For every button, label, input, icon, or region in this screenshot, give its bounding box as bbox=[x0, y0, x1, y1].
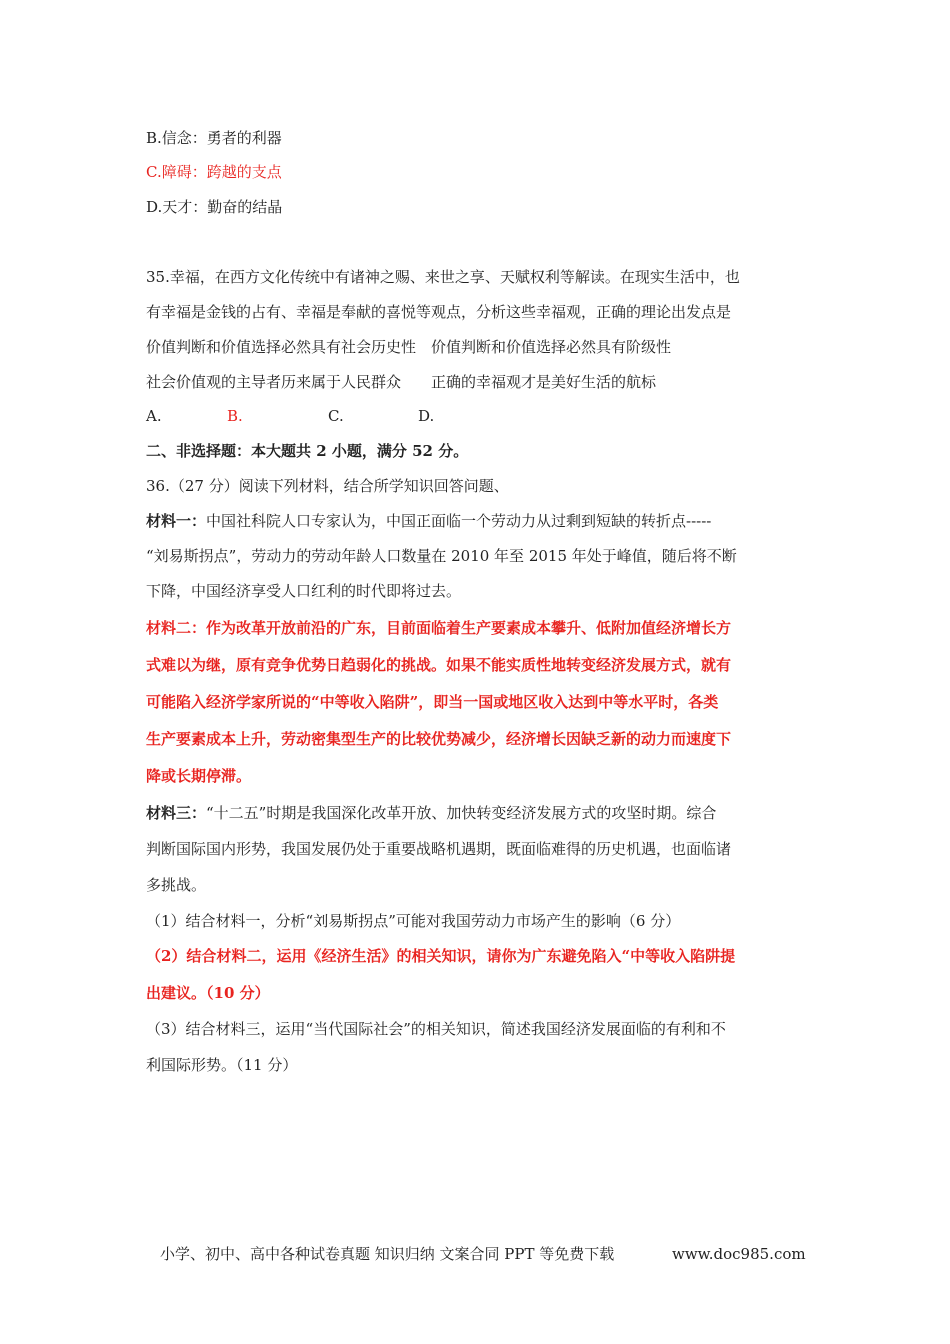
q36-material1-text: 中国社科院人口专家认为，中国正面临一个劳动力从过剩到短缺的转折点----- bbox=[206, 512, 712, 530]
q36-subquestion3-line1: （3）结合材料三，运用“当代国际社会”的相关知识，简述我国经济发展面临的有利和不 bbox=[146, 1020, 726, 1038]
q34-option-c: C.障碍：跨越的支点 bbox=[146, 163, 282, 181]
q35-option-d: D. bbox=[418, 407, 435, 425]
q36-material2-line1: 材料二：作为改革开放前沿的广东，目前面临着生产要素成本攀升、低附加值经济增长方 bbox=[146, 619, 732, 637]
q36-subquestion1: （1）结合材料一，分析“刘易斯拐点”可能对我国劳动力市场产生的影响（6 分） bbox=[146, 912, 681, 930]
q36-subquestion2-line1: （2）结合材料二，运用《经济生活》的相关知识，请你为广东避免陷入“中等收入陷阱提 bbox=[146, 947, 736, 965]
q36-subquestion3-line2: 利国际形势。（11 分） bbox=[146, 1056, 298, 1074]
q35-option-b: B. bbox=[227, 407, 243, 425]
q36-material3-text: “十二五”时期是我国深化改革开放、加快转变经济发展方式的攻坚时期。综合 bbox=[206, 804, 717, 822]
q36-material2-line4: 生产要素成本上升，劳动密集型生产的比较优势减少，经济增长因缺乏新的动力而速度下 bbox=[146, 730, 732, 748]
q35-stem-line1: 35.幸福，在西方文化传统中有诸神之赐、来世之享、天赋权利等解读。在现实生活中，也 bbox=[146, 268, 740, 286]
q36-material3-line2: 判断国际国内形势，我国发展仍处于重要战略机遇期，既面临难得的历史机遇，也面临诸 bbox=[146, 840, 732, 858]
q36-material2-line2: 式难以为继，原有竞争优势日趋弱化的挑战。如果不能实质性地转变经济发展方式，就有 bbox=[146, 656, 732, 674]
footer-text: 小学、初中、高中各种试卷真题 知识归纳 文案合同 PPT 等免费下载 bbox=[160, 1245, 615, 1263]
q35-option-a: A. bbox=[146, 407, 162, 425]
q35-option-c: C. bbox=[328, 407, 344, 425]
q36-material3-line3: 多挑战。 bbox=[146, 876, 207, 894]
q36-material1-label: 材料一： bbox=[146, 512, 207, 530]
q36-material2-line5: 降或长期停滞。 bbox=[146, 767, 252, 785]
q36-material3-line1 bbox=[146, 803, 716, 823]
q36-material1-line1 bbox=[146, 511, 711, 531]
q36-material1-line2: “刘易斯拐点”，劳动力的劳动年龄人口数量在 2010 年至 2015 年处于峰值，随后将不断 bbox=[146, 547, 737, 565]
footer-url: www.doc985.com bbox=[672, 1245, 806, 1263]
q36-material1-line3: 下降，中国经济享受人口红利的时代即将过去。 bbox=[146, 582, 462, 600]
q36-subquestion2-line2: 出建议。（10 分） bbox=[146, 984, 270, 1002]
q35-stem-line2: 有幸福是金钱的占有、幸福是奉献的喜悦等观点，分析这些幸福观，正确的理论出发点是 bbox=[146, 303, 732, 321]
q34-option-b: B.信念：勇者的利器 bbox=[146, 129, 282, 147]
section2-heading: 二、非选择题：本大题共 2 小题，满分 52 分。 bbox=[146, 442, 469, 460]
q34-option-d: D.天才：勤奋的结晶 bbox=[146, 198, 283, 216]
q35-item-line1: 价值判断和价值选择必然具有社会历史性 价值判断和价值选择必然具有阶级性 bbox=[146, 338, 672, 356]
q36-material3-label: 材料三： bbox=[146, 804, 207, 822]
q36-intro: 36.（27 分）阅读下列材料，结合所学知识回答问题、 bbox=[146, 477, 509, 495]
q36-material2-line3: 可能陷入经济学家所说的“中等收入陷阱”，即当一国或地区收入达到中等水平时，各类 bbox=[146, 693, 719, 711]
q35-item-line2: 社会价值观的主导者历来属于人民群众 正确的幸福观才是美好生活的航标 bbox=[146, 373, 657, 391]
